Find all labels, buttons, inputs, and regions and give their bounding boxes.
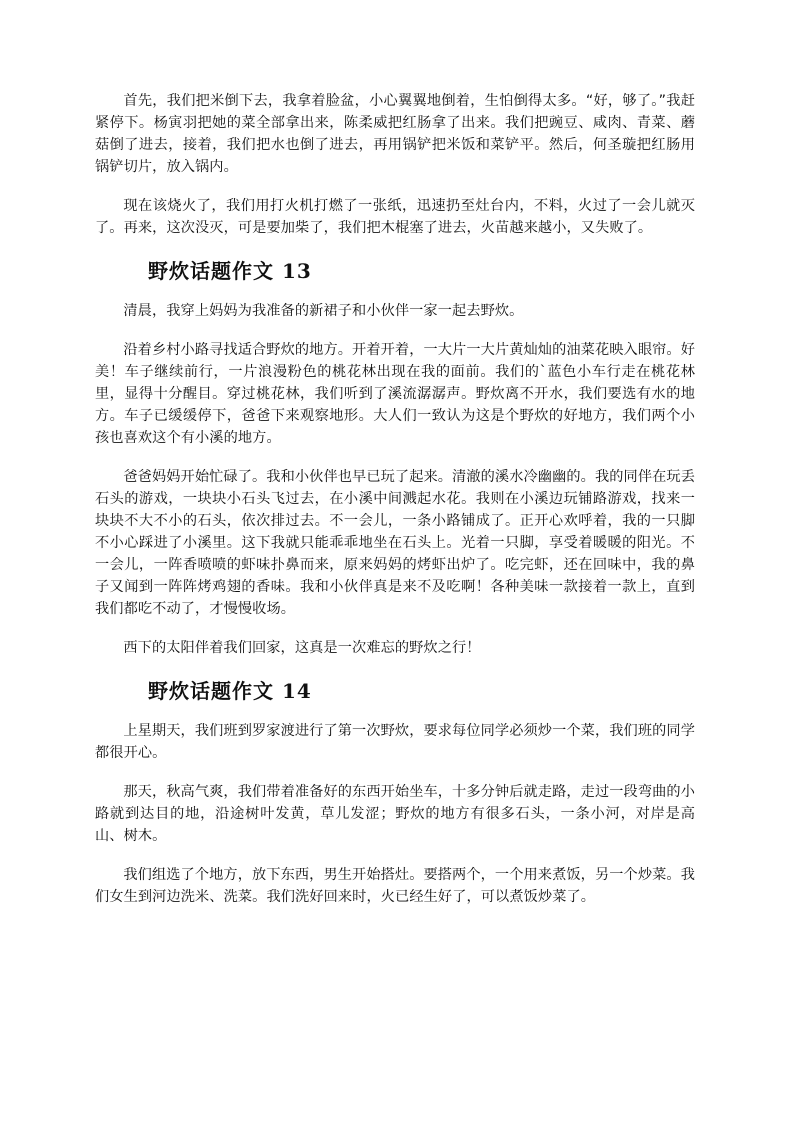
paragraph: 那天，秋高气爽，我们带着准备好的东西开始坐车，十多分钟后就走路，走过一段弯曲的小路就到达目的地，沿途树叶发黄，草儿发涩；野炊的地方有很多石头，一条小河，对岸是高山、树木。: [95, 784, 695, 844]
paragraph: 首先，我们把米倒下去，我拿着脸盆，小心翼翼地倒着，生怕倒得太多。“好，够了。”我赶紧停下。杨寅羽把她的菜全部拿出来，陈柔威把红肠拿了出来。我们把豌豆、咸肉、青菜、蘑菇倒了进去，接着，我们把水也倒了进去，再用锅铲把米饭和菜铲平。然后，何圣璇把红肠用锅铲切片，放入锅内。: [95, 93, 695, 175]
section-heading: 野炊话题作文 13: [148, 259, 312, 283]
paragraph: 沿着乡村小路寻找适合野炊的地方。开着开着，一大片一大片黄灿灿的油菜花映入眼帘。好美！车子继续前行，一片浪漫粉色的桃花林出现在我的面前。我们的`蓝色小车行走在桃花林里，显得十分醒目。穿过桃花林，我们听到了溪流潺潺声。野炊离不开水，我们要选有水的地方。车子已缓缓停下，爸爸下来观察地形。大人们一致认为这是个野炊的好地方，我们两个小孩也喜欢这个有小溪的地方。: [95, 342, 695, 446]
section-heading: 野炊话题作文 14: [148, 679, 312, 703]
paragraph: 上星期天，我们班到罗家渡进行了第一次野炊，要求每位同学必须炒一个菜，我们班的同学都很开心。: [95, 723, 695, 761]
paragraph: 现在该烧火了，我们用打火机打燃了一张纸，迅速扔至灶台内，不料，火过了一会儿就灭了。再来，这次没灭，可是要加柴了，我们把木棍塞了进去，火苗越来越小，又失败了。: [95, 198, 695, 236]
paragraph: 清晨，我穿上妈妈为我准备的新裙子和小伙伴一家一起去野炊。: [123, 303, 524, 319]
paragraph: 爸爸妈妈开始忙碌了。我和小伙伴也早已玩了起来。清澈的溪水冷幽幽的。我的同伴在玩丢石头的游戏，一块块小石头飞过去，在小溪中间溅起水花。我则在小溪边玩铺路游戏，找来一块块不大不小的石头，依次排过去。不一会儿，一条小路铺成了。正开心欢呼着，我的一只脚不小心踩进了小溪里。这下我就只能乖乖地坐在石头上。光着一只脚，享受着暖暖的阳光。不一会儿，一阵香喷喷的虾味扑鼻而来，原来妈妈的烤虾出炉了。吃完虾，还在回味中，我的鼻子又闻到一阵阵烤鸡翅的香味。我和小伙伴真是来不及吃啊！各种美味一款接着一款上，直到我们都吃不动了，才慢慢收场。: [95, 469, 695, 617]
document-page: [95, 90, 695, 925]
paragraph: 西下的太阳伴着我们回家，这真是一次难忘的野炊之行！: [123, 640, 481, 656]
paragraph: 我们组选了个地方，放下东西，男生开始搭灶。要搭两个，一个用来煮饭，另一个炒菜。我们女生到河边洗米、洗菜。我们洗好回来时，火已经生好了，可以煮饭炒菜了。: [95, 867, 695, 905]
